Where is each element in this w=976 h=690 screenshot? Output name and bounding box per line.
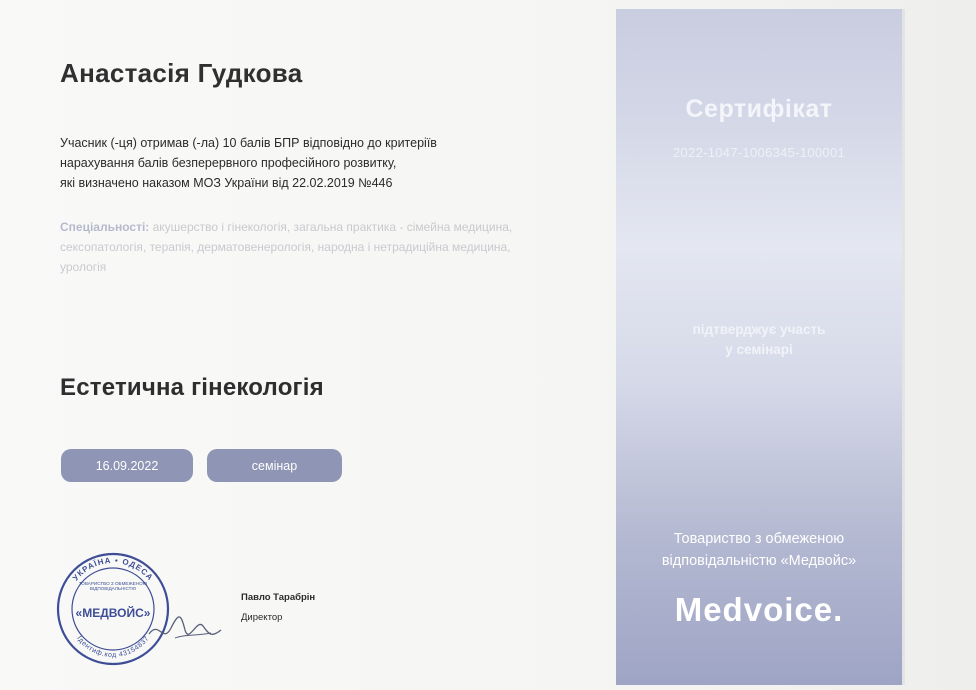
description-line-2: нарахування балів безперервного професійного розвитку,: [60, 156, 397, 170]
seal-inner-text: ТОВАРИСТВО З ОБМЕЖЕНОЮ ВІДПОВІДАЛЬНІСТЮ: [78, 581, 148, 592]
points-description: [60, 133, 540, 193]
specialties-block: [60, 217, 530, 277]
director-signature: [145, 600, 225, 650]
seal-top-text: УКРАЇНА • ОДЕСА: [70, 555, 156, 583]
date-badge: [61, 449, 193, 482]
signer-role: Директор: [241, 612, 283, 623]
description-line-1: Учасник (-ця) отримав (-ла) 10 балів БПР відповідно до критеріїв: [60, 136, 437, 150]
seal-center-text: «МЕДВОЙС»: [75, 606, 151, 620]
confirmation-line-2: у семінарі: [725, 342, 793, 357]
date-badge-label: 16.09.2022: [95, 458, 159, 473]
confirmation-line-1: підтверджує участь: [692, 322, 826, 337]
company-line-1: Товариство з обмеженою: [673, 531, 845, 547]
event-type-badge-label: семінар: [251, 458, 298, 473]
certificate-side-panel: [616, 9, 905, 685]
course-title: Естетична гінекологія: [60, 374, 324, 401]
brand-logo: Medvoice.: [674, 591, 844, 628]
description-line-3: які визначено наказом МОЗ України від 22.02.2019 №446: [60, 176, 393, 190]
company-line-2: відповідальністю «Медвойс»: [661, 553, 857, 569]
specialties-label: Спеціальності:: [60, 220, 150, 234]
recipient-name: Анастасія Гудкова: [60, 58, 303, 88]
specialties-text: акушерство і гінекологія, загальна практика - сімейна медицина, сексопатологія, терапія, дерматовенерологія, народна і нетрадиційна медицина, урологія: [60, 220, 513, 274]
issuer-company: [616, 528, 902, 572]
certificate-number: 2022-1047-1006345-100001: [672, 145, 846, 160]
svg-text:Ідентиф.код 43154837: [75, 635, 151, 659]
event-type-badge: [207, 449, 342, 482]
svg-text:УКРАЇНА • ОДЕСА: [71, 556, 155, 583]
seal-bottom-text: Ідентиф.код 43154837: [75, 635, 151, 660]
signer-name: Павло Тарабрін: [241, 592, 316, 603]
participation-confirmation: [616, 320, 902, 360]
certificate-title: Сертифікат: [685, 95, 833, 123]
